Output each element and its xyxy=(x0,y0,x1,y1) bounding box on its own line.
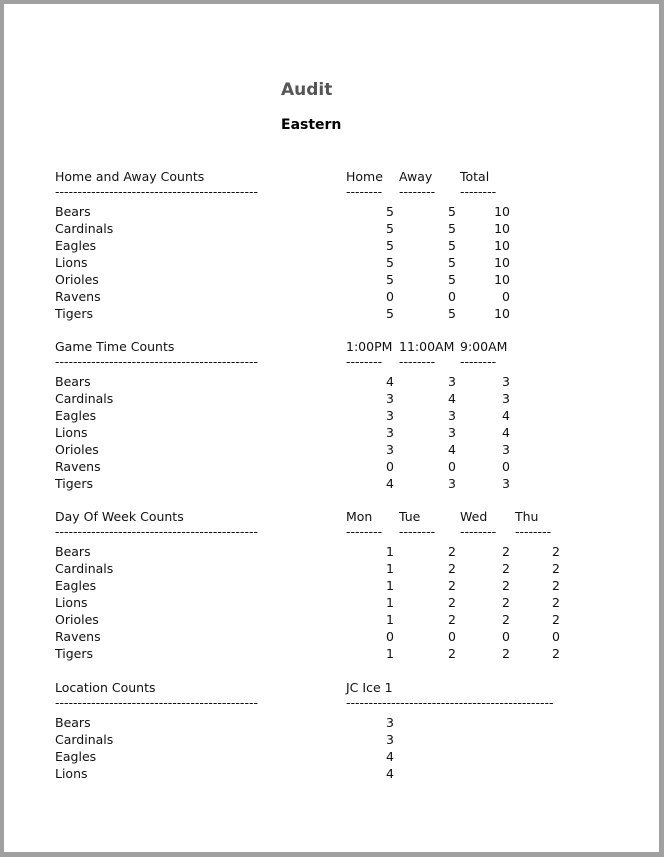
jc-ice-1-value: 3 xyxy=(386,715,394,730)
table-row xyxy=(4,560,659,577)
away-value: 5 xyxy=(448,204,456,219)
table-row xyxy=(4,390,659,407)
team-name: Cardinals xyxy=(55,221,114,236)
thu-value: 2 xyxy=(552,646,560,661)
table-row xyxy=(4,220,659,237)
separator-line: --------------------------------------------- xyxy=(55,356,258,369)
1pm-value: 3 xyxy=(386,408,394,423)
wed-value: 0 xyxy=(502,629,510,644)
away-value: 0 xyxy=(448,289,456,304)
mon-value: 1 xyxy=(386,544,394,559)
report-subtitle: Eastern xyxy=(281,117,342,133)
table-row xyxy=(4,628,659,645)
team-name: Ravens xyxy=(55,289,101,304)
9am-value: 4 xyxy=(502,425,510,440)
wed-value: 2 xyxy=(502,578,510,593)
thu-value: 2 xyxy=(552,595,560,610)
9am-value: 0 xyxy=(502,459,510,474)
column-header-11am: 11:00AM xyxy=(399,339,455,354)
total-value: 10 xyxy=(494,204,510,219)
11am-value: 3 xyxy=(448,408,456,423)
1pm-value: 3 xyxy=(386,391,394,406)
team-name: Eagles xyxy=(55,238,97,253)
team-name: Bears xyxy=(55,544,91,559)
home-value: 0 xyxy=(386,289,394,304)
team-name: Bears xyxy=(55,374,91,389)
column-header-wed: Wed xyxy=(460,509,488,524)
column-header-thu: Thu xyxy=(515,509,539,524)
separator-line: -------- xyxy=(399,356,436,369)
total-value: 10 xyxy=(494,221,510,236)
tue-value: 2 xyxy=(448,578,456,593)
thu-value: 2 xyxy=(552,578,560,593)
thu-value: 2 xyxy=(552,612,560,627)
mon-value: 1 xyxy=(386,612,394,627)
away-value: 5 xyxy=(448,238,456,253)
away-value: 5 xyxy=(448,221,456,236)
table-row xyxy=(4,765,659,782)
column-header-1pm: 1:00PM xyxy=(346,339,393,354)
separator-line: --------------------------------------------- xyxy=(55,186,258,199)
separator-line: -------- xyxy=(460,356,497,369)
report-page xyxy=(4,4,659,852)
tue-value: 0 xyxy=(448,629,456,644)
9am-value: 3 xyxy=(502,374,510,389)
total-value: 10 xyxy=(494,238,510,253)
team-name: Orioles xyxy=(55,272,99,287)
table-row xyxy=(4,645,659,662)
table-row xyxy=(4,731,659,748)
team-name: Ravens xyxy=(55,629,101,644)
team-name: Tigers xyxy=(55,476,94,491)
table-row xyxy=(4,237,659,254)
separator-line: ---------------------------------------------- xyxy=(346,697,554,710)
1pm-value: 3 xyxy=(386,425,394,440)
table-row xyxy=(4,373,659,390)
team-name: Tigers xyxy=(55,646,94,661)
home-value: 5 xyxy=(386,255,394,270)
team-name: Lions xyxy=(55,255,88,270)
team-name: Orioles xyxy=(55,612,99,627)
table-row xyxy=(4,714,659,731)
table-row xyxy=(4,288,659,305)
separator-line: -------- xyxy=(460,526,497,539)
table-row xyxy=(4,424,659,441)
9am-value: 3 xyxy=(502,442,510,457)
table-row xyxy=(4,458,659,475)
report-title: Audit xyxy=(281,80,333,100)
wed-value: 2 xyxy=(502,612,510,627)
team-name: Lions xyxy=(55,595,88,610)
team-name: Cardinals xyxy=(55,732,114,747)
separator-line: -------- xyxy=(346,526,383,539)
tue-value: 2 xyxy=(448,561,456,576)
total-value: 10 xyxy=(494,272,510,287)
table-row xyxy=(4,407,659,424)
separator-line: -------- xyxy=(346,356,383,369)
wed-value: 2 xyxy=(502,544,510,559)
table-row xyxy=(4,594,659,611)
column-header-home: Home xyxy=(346,169,383,184)
mon-value: 1 xyxy=(386,646,394,661)
1pm-value: 4 xyxy=(386,374,394,389)
home-value: 5 xyxy=(386,238,394,253)
1pm-value: 4 xyxy=(386,476,394,491)
away-value: 5 xyxy=(448,272,456,287)
tue-value: 2 xyxy=(448,595,456,610)
mon-value: 1 xyxy=(386,561,394,576)
wed-value: 2 xyxy=(502,595,510,610)
table-row xyxy=(4,611,659,628)
11am-value: 3 xyxy=(448,374,456,389)
9am-value: 3 xyxy=(502,476,510,491)
table-row xyxy=(4,543,659,560)
column-header-jc-ice-1: JC Ice 1 xyxy=(346,680,393,695)
mon-value: 0 xyxy=(386,629,394,644)
away-value: 5 xyxy=(448,255,456,270)
team-name: Cardinals xyxy=(55,561,114,576)
team-name: Eagles xyxy=(55,578,97,593)
separator-line: -------- xyxy=(399,186,436,199)
mon-value: 1 xyxy=(386,595,394,610)
separator-line: -------- xyxy=(515,526,552,539)
jc-ice-1-value: 4 xyxy=(386,766,394,781)
1pm-value: 0 xyxy=(386,459,394,474)
separator-line: -------- xyxy=(346,186,383,199)
table-row xyxy=(4,475,659,492)
column-header-total: Total xyxy=(460,169,490,184)
team-name: Tigers xyxy=(55,306,94,321)
jc-ice-1-value: 3 xyxy=(386,732,394,747)
table-row xyxy=(4,203,659,220)
column-header-tue: Tue xyxy=(399,509,421,524)
team-name: Cardinals xyxy=(55,391,114,406)
table-row xyxy=(4,305,659,322)
team-name: Lions xyxy=(55,425,88,440)
table-row xyxy=(4,748,659,765)
team-name: Lions xyxy=(55,766,88,781)
11am-value: 0 xyxy=(448,459,456,474)
column-header-9am: 9:00AM xyxy=(460,339,508,354)
team-name: Ravens xyxy=(55,459,101,474)
thu-value: 2 xyxy=(552,561,560,576)
home-value: 5 xyxy=(386,204,394,219)
9am-value: 3 xyxy=(502,391,510,406)
total-value: 10 xyxy=(494,306,510,321)
total-value: 0 xyxy=(502,289,510,304)
11am-value: 3 xyxy=(448,425,456,440)
team-name: Eagles xyxy=(55,749,97,764)
team-name: Orioles xyxy=(55,442,99,457)
team-name: Bears xyxy=(55,715,91,730)
tue-value: 2 xyxy=(448,612,456,627)
column-header-mon: Mon xyxy=(346,509,373,524)
1pm-value: 3 xyxy=(386,442,394,457)
wed-value: 2 xyxy=(502,646,510,661)
tue-value: 2 xyxy=(448,544,456,559)
wed-value: 2 xyxy=(502,561,510,576)
section-title: Location Counts xyxy=(55,680,156,695)
thu-value: 2 xyxy=(552,544,560,559)
home-value: 5 xyxy=(386,221,394,236)
table-row xyxy=(4,577,659,594)
11am-value: 3 xyxy=(448,476,456,491)
away-value: 5 xyxy=(448,306,456,321)
table-row xyxy=(4,254,659,271)
section-title: Day Of Week Counts xyxy=(55,509,184,524)
table-row xyxy=(4,441,659,458)
jc-ice-1-value: 4 xyxy=(386,749,394,764)
home-value: 5 xyxy=(386,306,394,321)
total-value: 10 xyxy=(494,255,510,270)
separator-line: -------- xyxy=(399,526,436,539)
thu-value: 0 xyxy=(552,629,560,644)
11am-value: 4 xyxy=(448,442,456,457)
table-row xyxy=(4,271,659,288)
home-value: 5 xyxy=(386,272,394,287)
separator-line: --------------------------------------------- xyxy=(55,526,258,539)
mon-value: 1 xyxy=(386,578,394,593)
team-name: Bears xyxy=(55,204,91,219)
separator-line: --------------------------------------------- xyxy=(55,697,258,710)
section-title: Home and Away Counts xyxy=(55,169,205,184)
section-title: Game Time Counts xyxy=(55,339,175,354)
column-header-away: Away xyxy=(399,169,433,184)
team-name: Eagles xyxy=(55,408,97,423)
11am-value: 4 xyxy=(448,391,456,406)
tue-value: 2 xyxy=(448,646,456,661)
separator-line: -------- xyxy=(460,186,497,199)
9am-value: 4 xyxy=(502,408,510,423)
